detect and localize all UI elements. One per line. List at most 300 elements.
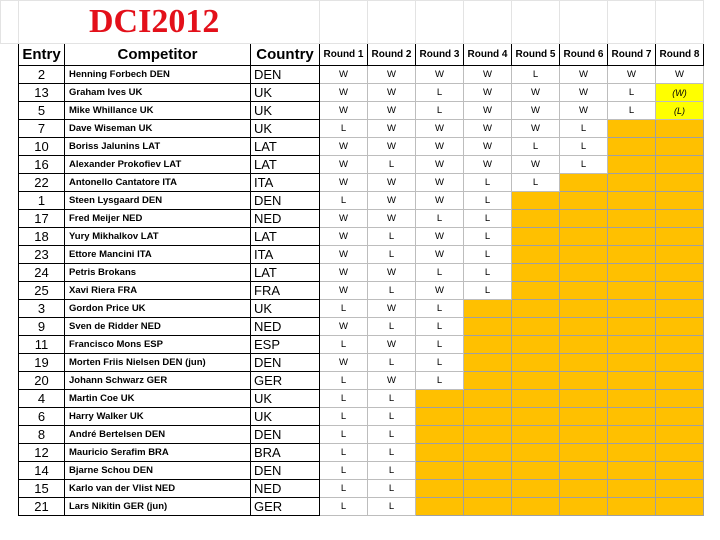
result-cell-round-1: W	[320, 156, 368, 174]
result-cell-round-5: W	[512, 120, 560, 138]
result-cell-round-8	[656, 408, 704, 426]
header-round-7: Round 7	[608, 44, 656, 66]
blank-cell	[1, 84, 19, 102]
competitor-cell: Mauricio Serafim BRA	[65, 444, 251, 462]
result-cell-round-6	[560, 174, 608, 192]
competitor-cell: Steen Lysgaard DEN	[65, 192, 251, 210]
result-cell-round-2: W	[368, 210, 416, 228]
result-cell-round-1: W	[320, 228, 368, 246]
result-cell-round-1: W	[320, 246, 368, 264]
result-cell-round-1: W	[320, 138, 368, 156]
result-cell-round-5	[512, 444, 560, 462]
result-cell-round-8	[656, 120, 704, 138]
blank-cell	[1, 300, 19, 318]
entry-cell: 25	[19, 282, 65, 300]
result-cell-round-3	[416, 480, 464, 498]
competitor-cell: Martin Coe UK	[65, 390, 251, 408]
result-cell-round-1: W	[320, 84, 368, 102]
result-cell-round-4	[464, 480, 512, 498]
result-cell-round-1: L	[320, 444, 368, 462]
result-cell-round-1: L	[320, 462, 368, 480]
result-cell-round-2: L	[368, 444, 416, 462]
result-cell-round-7	[608, 246, 656, 264]
result-cell-round-6	[560, 480, 608, 498]
result-cell-round-7	[608, 318, 656, 336]
table-row	[1, 156, 704, 174]
result-cell-round-7	[608, 120, 656, 138]
result-cell-round-6	[560, 408, 608, 426]
country-cell: DEN	[251, 66, 320, 84]
blank-cell	[1, 44, 19, 66]
result-cell-round-5	[512, 264, 560, 282]
result-cell-round-7	[608, 462, 656, 480]
result-cell-round-4: L	[464, 246, 512, 264]
result-cell-round-3: L	[416, 372, 464, 390]
result-cell-round-6: W	[560, 84, 608, 102]
entry-cell: 1	[19, 192, 65, 210]
result-cell-round-8: (L)	[656, 102, 704, 120]
competitor-cell: Henning Forbech DEN	[65, 66, 251, 84]
result-cell-round-3	[416, 408, 464, 426]
result-cell-round-1: W	[320, 174, 368, 192]
blank-cell	[1, 372, 19, 390]
table-row	[1, 246, 704, 264]
country-cell: DEN	[251, 462, 320, 480]
competitor-cell: Petris Brokans	[65, 264, 251, 282]
header-entry: Entry	[19, 44, 65, 66]
result-cell-round-2: W	[368, 174, 416, 192]
country-cell: NED	[251, 210, 320, 228]
result-cell-round-5: L	[512, 174, 560, 192]
country-cell: GER	[251, 372, 320, 390]
result-cell-round-8	[656, 354, 704, 372]
result-cell-round-3: W	[416, 192, 464, 210]
country-cell: UK	[251, 84, 320, 102]
competitor-cell: Francisco Mons ESP	[65, 336, 251, 354]
header-round-6: Round 6	[560, 44, 608, 66]
blank-cell	[1, 1, 19, 44]
result-cell-round-3: L	[416, 300, 464, 318]
table-row	[1, 264, 704, 282]
result-cell-round-3: L	[416, 102, 464, 120]
blank-cell	[1, 174, 19, 192]
result-cell-round-4: W	[464, 138, 512, 156]
result-cell-round-8	[656, 300, 704, 318]
result-cell-round-7	[608, 336, 656, 354]
result-cell-round-8	[656, 426, 704, 444]
result-cell-round-5	[512, 300, 560, 318]
competitor-cell: Antonello Cantatore ITA	[65, 174, 251, 192]
result-cell-round-2: L	[368, 480, 416, 498]
result-cell-round-4: W	[464, 102, 512, 120]
country-cell: GER	[251, 498, 320, 516]
result-cell-round-7	[608, 174, 656, 192]
result-cell-round-6	[560, 264, 608, 282]
result-cell-round-8	[656, 210, 704, 228]
blank-cell	[1, 246, 19, 264]
result-cell-round-8	[656, 192, 704, 210]
result-cell-round-2: L	[368, 246, 416, 264]
result-cell-round-7	[608, 498, 656, 516]
result-cell-round-7: W	[608, 66, 656, 84]
result-cell-round-7	[608, 444, 656, 462]
blank-cell	[1, 462, 19, 480]
blank-cell	[1, 318, 19, 336]
result-cell-round-1: L	[320, 408, 368, 426]
result-cell-round-6	[560, 426, 608, 444]
blank-cell	[608, 1, 656, 44]
header-round-8: Round 8	[656, 44, 704, 66]
country-cell: DEN	[251, 426, 320, 444]
result-cell-round-4	[464, 426, 512, 444]
result-cell-round-6	[560, 282, 608, 300]
result-cell-round-6: L	[560, 156, 608, 174]
result-cell-round-3: W	[416, 138, 464, 156]
blank-cell	[1, 192, 19, 210]
result-cell-round-2: L	[368, 318, 416, 336]
result-cell-round-4	[464, 498, 512, 516]
country-cell: LAT	[251, 138, 320, 156]
entry-cell: 4	[19, 390, 65, 408]
blank-cell	[1, 426, 19, 444]
result-cell-round-6: L	[560, 120, 608, 138]
result-cell-round-3: W	[416, 156, 464, 174]
result-cell-round-8	[656, 264, 704, 282]
result-cell-round-4: L	[464, 174, 512, 192]
blank-cell	[1, 120, 19, 138]
table-row	[1, 354, 704, 372]
table-row	[1, 282, 704, 300]
result-cell-round-3: L	[416, 210, 464, 228]
header-row	[1, 44, 704, 66]
table-row	[1, 120, 704, 138]
blank-cell	[1, 102, 19, 120]
result-cell-round-5	[512, 462, 560, 480]
result-cell-round-5	[512, 426, 560, 444]
country-cell: NED	[251, 480, 320, 498]
result-cell-round-7	[608, 210, 656, 228]
entry-cell: 11	[19, 336, 65, 354]
blank-cell	[1, 228, 19, 246]
result-cell-round-1: W	[320, 354, 368, 372]
competitor-cell: Sven de Ridder NED	[65, 318, 251, 336]
blank-cell	[368, 1, 416, 44]
result-cell-round-6: L	[560, 138, 608, 156]
country-cell: UK	[251, 102, 320, 120]
table-row	[1, 336, 704, 354]
result-cell-round-2: L	[368, 156, 416, 174]
result-cell-round-6: W	[560, 102, 608, 120]
result-cell-round-6	[560, 318, 608, 336]
result-cell-round-6	[560, 372, 608, 390]
country-cell: ESP	[251, 336, 320, 354]
result-cell-round-3: L	[416, 318, 464, 336]
result-cell-round-2: L	[368, 390, 416, 408]
result-cell-round-7	[608, 228, 656, 246]
result-cell-round-8: (W)	[656, 84, 704, 102]
competitor-cell: Dave Wiseman UK	[65, 120, 251, 138]
header-round-3: Round 3	[416, 44, 464, 66]
competitor-cell: Morten Friis Nielsen DEN (jun)	[65, 354, 251, 372]
entry-cell: 8	[19, 426, 65, 444]
result-cell-round-2: W	[368, 84, 416, 102]
result-cell-round-5: W	[512, 84, 560, 102]
result-cell-round-6: W	[560, 66, 608, 84]
result-cell-round-6	[560, 228, 608, 246]
result-cell-round-3: W	[416, 120, 464, 138]
result-cell-round-2: L	[368, 462, 416, 480]
result-cell-round-5	[512, 480, 560, 498]
result-cell-round-2: W	[368, 138, 416, 156]
entry-cell: 15	[19, 480, 65, 498]
result-cell-round-3	[416, 498, 464, 516]
result-cell-round-1: W	[320, 102, 368, 120]
result-cell-round-5	[512, 228, 560, 246]
blank-cell	[1, 264, 19, 282]
result-cell-round-8: W	[656, 66, 704, 84]
result-cell-round-1: W	[320, 210, 368, 228]
result-cell-round-1: L	[320, 498, 368, 516]
country-cell: DEN	[251, 192, 320, 210]
result-cell-round-3: L	[416, 336, 464, 354]
result-cell-round-2: W	[368, 264, 416, 282]
entry-cell: 2	[19, 66, 65, 84]
result-cell-round-4	[464, 336, 512, 354]
table-row	[1, 408, 704, 426]
table-row	[1, 480, 704, 498]
table-row	[1, 426, 704, 444]
competitor-cell: Boriss Jalunins LAT	[65, 138, 251, 156]
result-cell-round-8	[656, 444, 704, 462]
result-cell-round-6	[560, 210, 608, 228]
blank-cell	[512, 1, 560, 44]
result-cell-round-4	[464, 318, 512, 336]
result-cell-round-7	[608, 390, 656, 408]
result-cell-round-7	[608, 282, 656, 300]
result-cell-round-8	[656, 174, 704, 192]
result-cell-round-4: L	[464, 192, 512, 210]
country-cell: NED	[251, 318, 320, 336]
blank-cell	[1, 498, 19, 516]
result-cell-round-5	[512, 498, 560, 516]
page-title: DCI2012	[89, 3, 220, 40]
blank-cell	[656, 1, 704, 44]
result-cell-round-6	[560, 444, 608, 462]
result-cell-round-2: W	[368, 336, 416, 354]
country-cell: UK	[251, 390, 320, 408]
header-round-2: Round 2	[368, 44, 416, 66]
result-cell-round-5	[512, 372, 560, 390]
result-cell-round-8	[656, 318, 704, 336]
result-cell-round-1: W	[320, 282, 368, 300]
result-cell-round-1: W	[320, 318, 368, 336]
table-row	[1, 444, 704, 462]
header-round-5: Round 5	[512, 44, 560, 66]
result-cell-round-6	[560, 336, 608, 354]
country-cell: ITA	[251, 174, 320, 192]
result-cell-round-6	[560, 192, 608, 210]
blank-cell	[1, 444, 19, 462]
result-cell-round-3: W	[416, 228, 464, 246]
result-cell-round-7: L	[608, 84, 656, 102]
blank-cell	[320, 1, 368, 44]
result-cell-round-1: L	[320, 192, 368, 210]
result-cell-round-8	[656, 282, 704, 300]
result-cell-round-5: L	[512, 66, 560, 84]
result-cell-round-4: L	[464, 264, 512, 282]
entry-cell: 17	[19, 210, 65, 228]
entry-cell: 18	[19, 228, 65, 246]
result-cell-round-2: W	[368, 192, 416, 210]
blank-cell	[1, 390, 19, 408]
result-cell-round-6	[560, 246, 608, 264]
blank-cell	[1, 138, 19, 156]
result-cell-round-7	[608, 426, 656, 444]
competitor-cell: Karlo van der Vlist NED	[65, 480, 251, 498]
table-row	[1, 498, 704, 516]
result-cell-round-4: L	[464, 282, 512, 300]
entry-cell: 10	[19, 138, 65, 156]
country-cell: UK	[251, 120, 320, 138]
result-cell-round-2: W	[368, 102, 416, 120]
table-row	[1, 174, 704, 192]
result-cell-round-4	[464, 300, 512, 318]
blank-cell	[1, 66, 19, 84]
result-cell-round-3: W	[416, 174, 464, 192]
result-cell-round-5: W	[512, 102, 560, 120]
table-row	[1, 372, 704, 390]
table-row	[1, 192, 704, 210]
competitor-cell: Ettore Mancini ITA	[65, 246, 251, 264]
entry-cell: 5	[19, 102, 65, 120]
competitor-cell: Lars Nikitin GER (jun)	[65, 498, 251, 516]
result-cell-round-1: L	[320, 372, 368, 390]
result-cell-round-4: W	[464, 66, 512, 84]
table-row	[1, 300, 704, 318]
table-row	[1, 138, 704, 156]
competitor-cell: Fred Meijer NED	[65, 210, 251, 228]
competitor-cell: Xavi Riera FRA	[65, 282, 251, 300]
result-cell-round-1: L	[320, 120, 368, 138]
result-cell-round-4: W	[464, 84, 512, 102]
result-cell-round-5: L	[512, 138, 560, 156]
result-cell-round-7	[608, 138, 656, 156]
result-cell-round-3: W	[416, 66, 464, 84]
result-cell-round-4	[464, 462, 512, 480]
blank-cell	[1, 354, 19, 372]
result-cell-round-7: L	[608, 102, 656, 120]
entry-cell: 21	[19, 498, 65, 516]
result-cell-round-5: W	[512, 156, 560, 174]
result-cell-round-5	[512, 282, 560, 300]
result-cell-round-6	[560, 354, 608, 372]
blank-cell	[560, 1, 608, 44]
table-row	[1, 318, 704, 336]
result-cell-round-3	[416, 390, 464, 408]
result-cell-round-2: W	[368, 300, 416, 318]
result-cell-round-3: W	[416, 282, 464, 300]
country-cell: LAT	[251, 156, 320, 174]
result-cell-round-3: W	[416, 246, 464, 264]
result-cell-round-2: L	[368, 408, 416, 426]
result-cell-round-2: L	[368, 354, 416, 372]
country-cell: UK	[251, 300, 320, 318]
result-cell-round-6	[560, 462, 608, 480]
result-cell-round-5	[512, 210, 560, 228]
result-cell-round-4	[464, 372, 512, 390]
result-cell-round-7	[608, 408, 656, 426]
competitor-cell: André Bertelsen DEN	[65, 426, 251, 444]
table-row	[1, 462, 704, 480]
entry-cell: 3	[19, 300, 65, 318]
blank-cell	[1, 156, 19, 174]
header-round-4: Round 4	[464, 44, 512, 66]
blank-cell	[416, 1, 464, 44]
entry-cell: 22	[19, 174, 65, 192]
result-cell-round-7	[608, 192, 656, 210]
result-cell-round-3: L	[416, 264, 464, 282]
result-cell-round-2: L	[368, 282, 416, 300]
table-row	[1, 102, 704, 120]
header-round-1: Round 1	[320, 44, 368, 66]
result-cell-round-3: L	[416, 354, 464, 372]
result-cell-round-5	[512, 246, 560, 264]
country-cell: UK	[251, 408, 320, 426]
title-cell	[19, 1, 320, 44]
entry-cell: 13	[19, 84, 65, 102]
result-cell-round-4	[464, 390, 512, 408]
country-cell: ITA	[251, 246, 320, 264]
result-cell-round-1: L	[320, 300, 368, 318]
result-cell-round-7	[608, 300, 656, 318]
result-cell-round-7	[608, 354, 656, 372]
result-cell-round-8	[656, 390, 704, 408]
result-cell-round-2: W	[368, 372, 416, 390]
competitor-cell: Bjarne Schou DEN	[65, 462, 251, 480]
entry-cell: 6	[19, 408, 65, 426]
result-cell-round-8	[656, 228, 704, 246]
competitor-cell: Yury Mikhalkov LAT	[65, 228, 251, 246]
country-cell: BRA	[251, 444, 320, 462]
competitor-cell: Alexander Prokofiev LAT	[65, 156, 251, 174]
result-cell-round-1: L	[320, 336, 368, 354]
header-country: Country	[251, 44, 320, 66]
result-cell-round-4	[464, 408, 512, 426]
country-cell: LAT	[251, 264, 320, 282]
blank-cell	[1, 336, 19, 354]
result-cell-round-2: W	[368, 120, 416, 138]
table-row	[1, 84, 704, 102]
entry-cell: 14	[19, 462, 65, 480]
result-cell-round-2: L	[368, 426, 416, 444]
competitor-cell: Mike Whillance UK	[65, 102, 251, 120]
entry-cell: 24	[19, 264, 65, 282]
result-cell-round-8	[656, 138, 704, 156]
result-cell-round-6	[560, 390, 608, 408]
result-cell-round-2: L	[368, 228, 416, 246]
result-cell-round-5	[512, 336, 560, 354]
entry-cell: 19	[19, 354, 65, 372]
result-cell-round-8	[656, 336, 704, 354]
country-cell: FRA	[251, 282, 320, 300]
result-cell-round-7	[608, 156, 656, 174]
result-cell-round-1: L	[320, 426, 368, 444]
result-cell-round-6	[560, 300, 608, 318]
result-cell-round-2: L	[368, 498, 416, 516]
blank-cell	[1, 480, 19, 498]
result-cell-round-1: W	[320, 264, 368, 282]
result-cell-round-4	[464, 354, 512, 372]
